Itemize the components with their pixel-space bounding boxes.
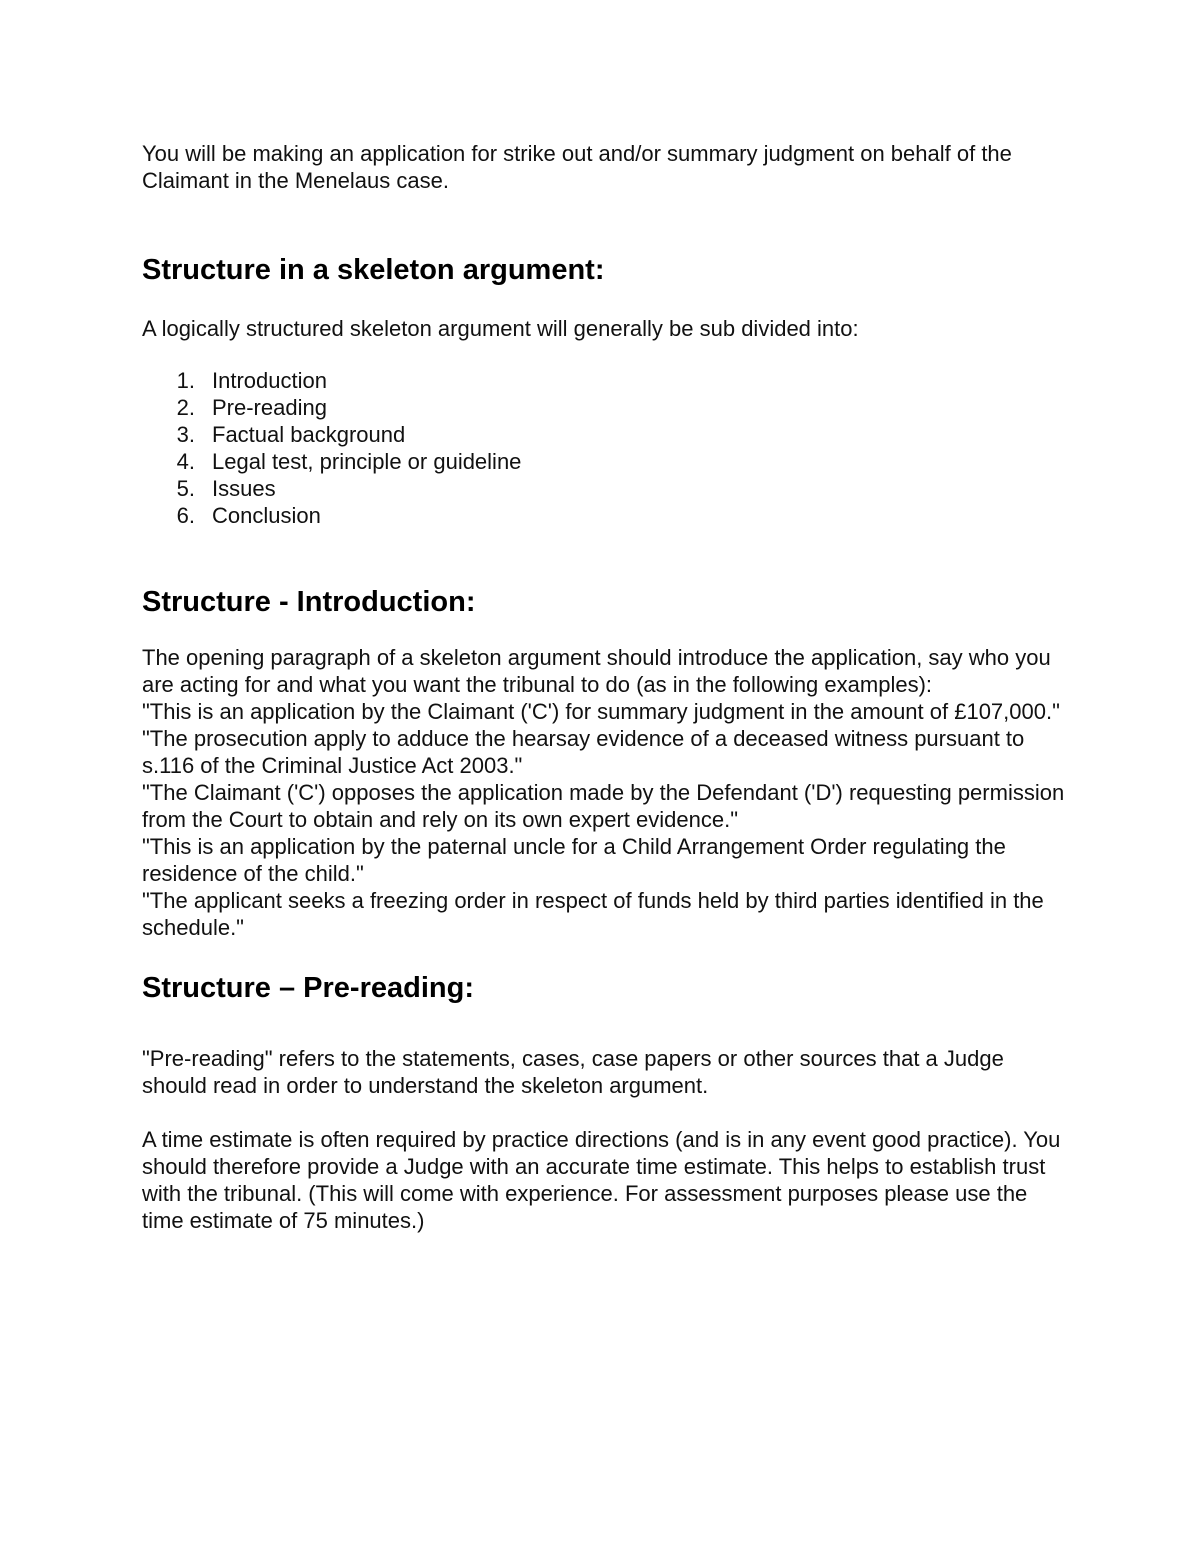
- heading-introduction: Structure - Introduction:: [142, 586, 476, 618]
- list-item-number: 3.: [176, 422, 195, 447]
- heading-pre-reading: Structure – Pre-reading:: [142, 972, 474, 1004]
- intro-paragraph: You will be making an application for strike out and/or summary judgment on behalf of the Claimant in the Menelaus case.: [142, 141, 1012, 193]
- example-quote: "The Claimant ('C') opposes the application made by the Defendant ('D') requesting permission from the Court to obtain and rely on its own expert evidence.": [142, 780, 1065, 832]
- list-item-label: Conclusion: [212, 503, 321, 528]
- list-item-number: 4.: [176, 449, 195, 474]
- list-item: [142, 367, 1072, 394]
- introduction-body: [142, 644, 1072, 941]
- list-item-number: 2.: [176, 395, 195, 420]
- list-item: [142, 394, 1072, 421]
- list-item-label: Legal test, principle or guideline: [212, 449, 522, 474]
- example-quote: "The prosecution apply to adduce the hearsay evidence of a deceased witness pursuant to s.116 of the Criminal Justice Act 2003.": [142, 726, 1025, 778]
- pre-reading-paragraph: "Pre-reading" refers to the statements, cases, case papers or other sources that a Judge should read in order to understand the skeleton argument.: [142, 1046, 1004, 1098]
- list-item-number: 5.: [176, 476, 195, 501]
- list-item-label: Introduction: [212, 368, 327, 393]
- example-quote: "This is an application by the Claimant ('C') for summary judgment in the amount of £107,000.": [142, 699, 1060, 724]
- time-estimate-paragraph: A time estimate is often required by practice directions (and is in any event good practice). You should therefore provide a Judge with an accurate time estimate. This helps to establish trust with the tribunal. (This will come with experience. For assessment purposes please use the time estimate of 75 minutes.): [142, 1127, 1061, 1233]
- list-item: [142, 502, 1072, 529]
- introduction-opening-paragraph: The opening paragraph of a skeleton argument should introduce the application, say who you are acting for and what you want the tribunal to do (as in the following examples):: [142, 645, 1051, 697]
- heading-skeleton-structure: Structure in a skeleton argument:: [142, 254, 605, 286]
- example-quote: "This is an application by the paternal uncle for a Child Arrangement Order regulating the residence of the child.": [142, 834, 1006, 886]
- document-page: [142, 140, 1072, 1234]
- skeleton-lead-paragraph: A logically structured skeleton argument will generally be sub divided into:: [142, 316, 859, 341]
- list-item-number: 1.: [176, 368, 195, 393]
- example-quote: "The applicant seeks a freezing order in respect of funds held by third parties identified in the schedule.": [142, 888, 1044, 940]
- list-item-label: Pre-reading: [212, 395, 327, 420]
- list-item: [142, 448, 1072, 475]
- list-item: [142, 475, 1072, 502]
- section-list: [142, 367, 1072, 529]
- list-item-number: 6.: [176, 503, 195, 528]
- list-item-label: Issues: [212, 476, 276, 501]
- list-item: [142, 421, 1072, 448]
- list-item-label: Factual background: [212, 422, 406, 447]
